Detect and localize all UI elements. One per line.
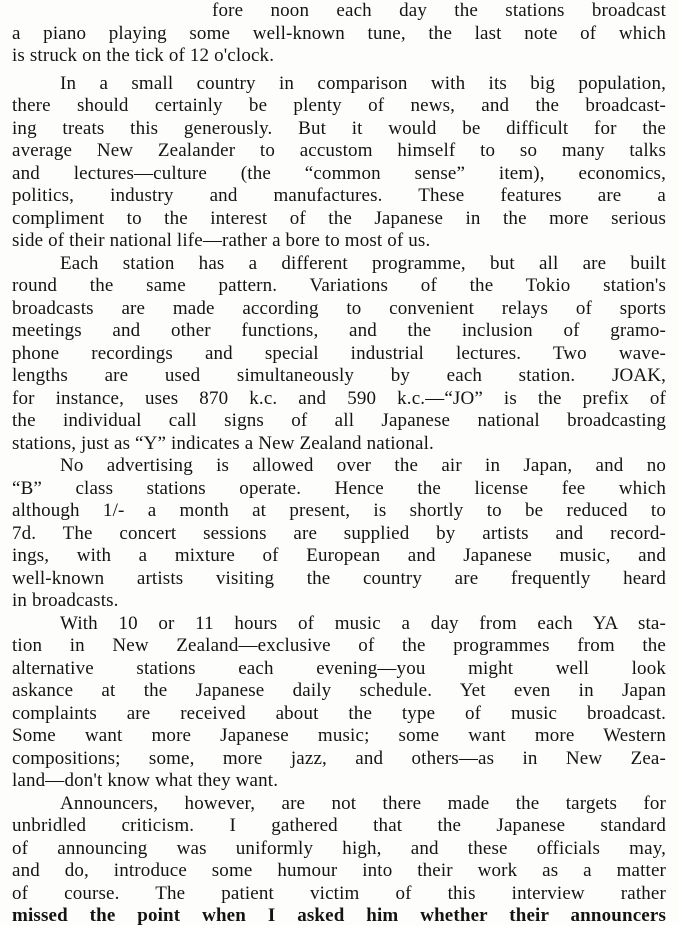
- text-line: ings, with a mixture of European and Japanese music, and: [12, 545, 666, 566]
- text-line: meetings and other functions, and the inclusion of gramo-: [12, 320, 666, 341]
- text-line: for instance, uses 870 k.c. and 590 k.c.—“JO” is the prefix of: [12, 387, 666, 409]
- text-line: there should certainly be plenty of news, and the broadcast-: [12, 95, 666, 116]
- text-line: a piano playing some well-known tune, the last note of which: [12, 22, 666, 44]
- paragraph-4: [12, 455, 666, 613]
- text-line: well-known artists visiting the country are frequently heard: [12, 567, 666, 589]
- text-line: compositions; some, more jazz, and others—as in New Zea-: [12, 747, 666, 769]
- paragraph-1: [12, 0, 666, 68]
- text-line: average New Zealander to accustom himself to so many talks: [12, 140, 666, 161]
- text-line: 7d. The concert sessions are supplied by artists and record-: [12, 522, 666, 544]
- text-line: ing treats this generously. But it would be difficult for the: [12, 117, 666, 139]
- text-line: complaints are received about the type of music broadcast.: [12, 702, 666, 724]
- text-line: of course. The patient victim of this interview rather: [12, 882, 666, 904]
- paragraph-6: [12, 793, 666, 928]
- text-line: although 1/- a month at present, is shortly to be reduced to: [12, 500, 666, 521]
- text-line: tion in New Zealand—exclusive of the programmes from the: [12, 635, 666, 656]
- text-line: stations, just as “Y” indicates a New Zealand national.: [12, 432, 434, 454]
- text-line: the individual call signs of all Japanese national broadcasting: [12, 410, 666, 431]
- text-line: of announcing was uniformly high, and these officials may,: [12, 837, 666, 859]
- text-line: With 10 or 11 hours of music a day from each YA sta-: [60, 612, 666, 634]
- article-column: [12, 0, 666, 928]
- text-line: No advertising is allowed over the air in Japan, and no: [60, 455, 666, 476]
- text-line: Each station has a different programme, but all are built: [60, 252, 666, 274]
- text-line: land—don't know what they want.: [12, 770, 279, 791]
- paragraph-2: [12, 73, 666, 253]
- text-line: and do, introduce some humour into their work as a matter: [12, 860, 666, 881]
- text-line: is struck on the tick of 12 o'clock.: [12, 45, 275, 66]
- text-line: and lectures—culture (the “common sense” item), economics,: [12, 162, 666, 184]
- text-line: askance at the Japanese daily schedule. Yet even in Japan: [12, 680, 666, 701]
- text-line: broadcasts are made according to convenient relays of sports: [12, 297, 666, 319]
- text-line: In a small country in comparison with its big population,: [60, 72, 666, 94]
- text-line: fore noon each day the stations broadcast: [212, 0, 666, 21]
- text-line: in broadcasts.: [12, 590, 119, 611]
- paragraph-5: [12, 613, 666, 793]
- text-line: round the same pattern. Variations of the Tokio station's: [12, 275, 666, 296]
- text-line: missed the point when I asked him whether their announcers: [12, 905, 666, 926]
- text-line: Announcers, however, are not there made the targets for: [60, 792, 666, 814]
- text-line: unbridled criticism. I gathered that the Japanese standard: [12, 815, 666, 836]
- text-line: Some want more Japanese music; some want more Western: [12, 725, 666, 746]
- text-line: lengths are used simultaneously by each station. JOAK,: [12, 365, 666, 386]
- text-line: side of their national life—rather a bore to most of us.: [12, 230, 431, 251]
- text-line: compliment to the interest of the Japanese in the more serious: [12, 207, 666, 229]
- paragraph-3: [12, 253, 666, 456]
- text-line: alternative stations each evening—you might well look: [12, 657, 666, 679]
- text-line: politics, industry and manufactures. These features are a: [12, 185, 666, 206]
- text-line: phone recordings and special industrial lectures. Two wave-: [12, 342, 666, 364]
- text-line: “B” class stations operate. Hence the license fee which: [12, 477, 666, 499]
